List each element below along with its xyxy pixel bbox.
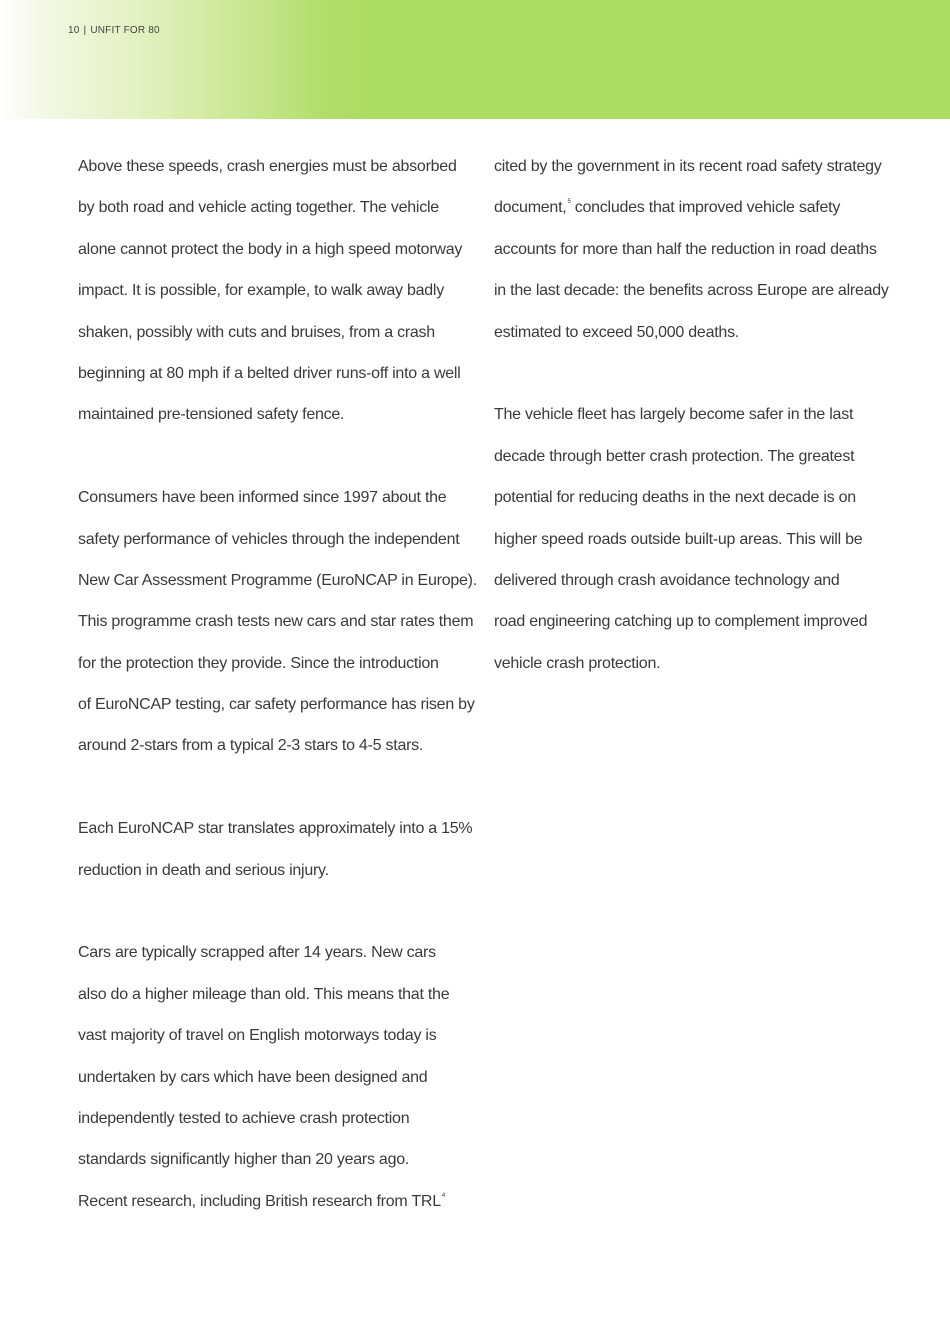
paragraph (494, 394, 894, 684)
text-line (494, 187, 894, 228)
paragraph (78, 477, 478, 767)
text-line: The vehicle fleet has largely become safer in the last (494, 406, 854, 424)
text-line: higher speed roads outside built-up areas. This will be (494, 530, 863, 548)
text-segment: Recent research, including British research from TRL (78, 1192, 441, 1210)
text-line: undertaken by cars which have been designed and (78, 1068, 428, 1086)
text-line: decade through better crash protection. The greatest (494, 447, 855, 465)
text-line: Each EuroNCAP star translates approximately into a 15% (78, 820, 473, 838)
page-number: 10 (68, 25, 80, 36)
text-line: estimated to exceed 50,000 deaths. (494, 323, 740, 341)
text-line (78, 1181, 478, 1222)
text-line: vast majority of travel on English motorways today is (78, 1027, 437, 1045)
text-line: potential for reducing deaths in the next decade is on (494, 489, 856, 507)
text-line: road engineering catching up to complement improved (494, 613, 868, 631)
text-line: This programme crash tests new cars and star rates them (78, 613, 474, 631)
text-line: alone cannot protect the body in a high speed motorway (78, 240, 463, 258)
text-line: impact. It is possible, for example, to walk away badly (78, 282, 444, 300)
header-band (0, 0, 950, 119)
text-segment: concludes that improved vehicle safety (570, 199, 841, 217)
text-line: beginning at 80 mph if a belted driver runs-off into a well (78, 364, 461, 382)
running-header (68, 25, 160, 36)
document-title: UNFIT FOR 80 (90, 25, 160, 36)
text-line: cited by the government in its recent road safety strategy (494, 158, 882, 175)
footnote-marker: 5 (567, 199, 571, 206)
text-line: for the protection they provide. Since the introduction (78, 654, 439, 672)
text-line: in the last decade: the benefits across Europe are already (494, 282, 889, 300)
text-line: of EuroNCAP testing, car safety performance has risen by (78, 696, 475, 714)
text-line: New Car Assessment Programme (EuroNCAP in Europe). (78, 571, 477, 589)
paragraph (78, 808, 478, 891)
text-line: by both road and vehicle acting together. The vehicle (78, 199, 439, 217)
text-line: standards significantly higher than 20 years ago. (78, 1151, 410, 1169)
text-line: accounts for more than half the reduction in road deaths (494, 240, 877, 258)
text-line: maintained pre-tensioned safety fence. (78, 406, 345, 424)
header-separator: | (83, 25, 87, 36)
text-line: Cars are typically scrapped after 14 years. New cars (78, 944, 436, 962)
right-column (494, 146, 894, 684)
paragraph (78, 932, 478, 1222)
paragraph (78, 146, 478, 436)
text-line: Above these speeds, crash energies must be absorbed (78, 158, 457, 175)
paragraph (494, 146, 894, 353)
text-line: vehicle crash protection. (494, 654, 661, 672)
text-line: Consumers have been informed since 1997 about the (78, 489, 447, 507)
text-line: also do a higher mileage than old. This means that the (78, 985, 450, 1003)
text-segment: document, (494, 199, 567, 217)
text-line: around 2-stars from a typical 2-3 stars to 4-5 stars. (78, 737, 424, 755)
text-line: delivered through crash avoidance technology and (494, 571, 840, 589)
text-line: independently tested to achieve crash protection (78, 1109, 410, 1127)
text-line: safety performance of vehicles through the independent (78, 530, 460, 548)
text-line: reduction in death and serious injury. (78, 861, 329, 879)
footnote-marker: 4 (441, 1192, 445, 1199)
text-line: shaken, possibly with cuts and bruises, from a crash (78, 323, 435, 341)
left-column (78, 146, 478, 1222)
